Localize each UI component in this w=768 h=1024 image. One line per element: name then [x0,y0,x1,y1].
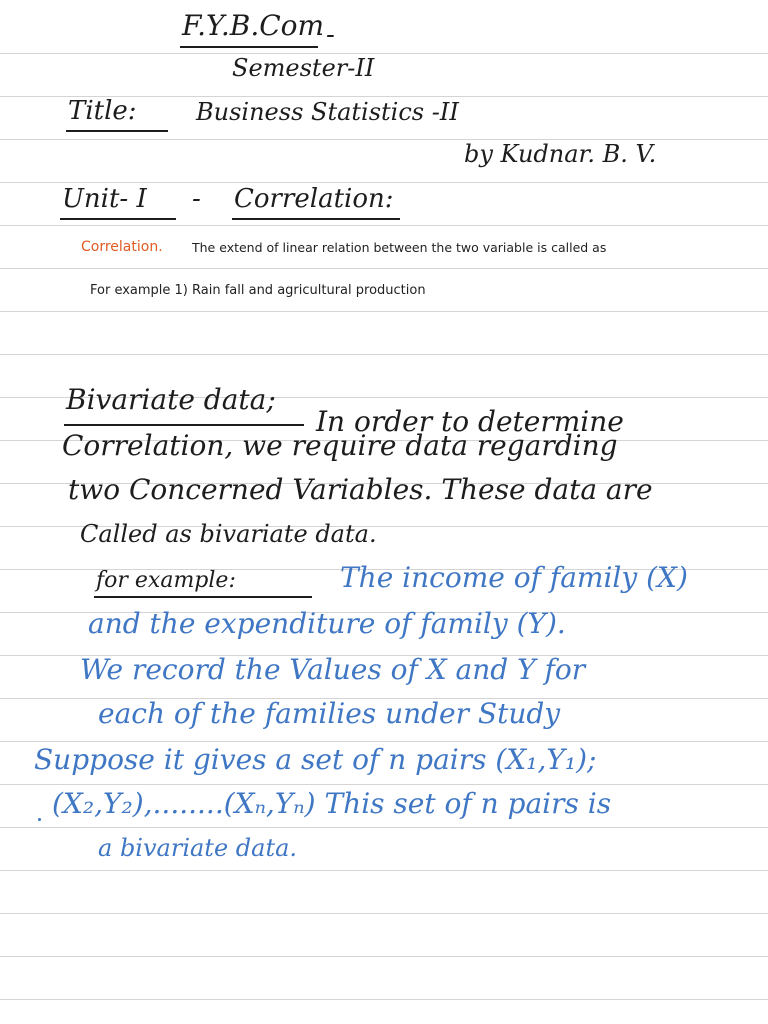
unit-dash: - [192,184,201,214]
bivariate-line-3: two Concerned Variables. These data are [68,473,653,506]
unit-topic-underline [232,218,400,220]
for-example-line-3: We record the Values of X and Y for [80,653,586,686]
for-example-line-1: The income of family (X) [340,561,688,594]
bivariate-line-2: Correlation, we require data regarding [62,429,618,462]
unit-underline [60,218,176,220]
title-label: Title: [68,96,137,126]
semester-label: Semester-II [232,54,375,82]
for-example-label: for example: [96,568,236,593]
unit-label: Unit- I [62,184,147,214]
for-example-line-2: and the expenditure of family (Y). [88,607,566,640]
for-example-line-7: a bivariate data. [98,834,298,862]
for-example-underline [94,596,312,598]
example-text: For example 1) Rain fall and agricultural production [90,283,426,298]
correlation-definition: The extend of linear relation between the two variable is called as [192,240,607,255]
correlation-term: Correlation. [81,239,163,255]
unit-topic: Correlation: [234,184,394,214]
author-credit: by Kudnar. B. V. [464,140,657,168]
bivariate-line-4: Called as bivariate data. [80,520,377,548]
title-label-underline [66,130,168,132]
for-example-line-6: (X₂,Y₂),........(Xₙ,Yₙ) This set of n pairs is [52,787,612,820]
title-value: Business Statistics -II [196,98,459,126]
stray-ink-dot [38,818,41,821]
bivariate-heading: Bivariate data; [66,383,276,416]
bivariate-heading-underline [64,424,304,426]
course-dash: - [326,20,335,50]
course-title: F.Y.B.Com [182,9,325,42]
bivariate-line-1: In order to determine [316,405,624,438]
course-underline [180,46,318,48]
for-example-line-4: each of the families under Study [98,697,561,730]
for-example-line-5: Suppose it gives a set of n pairs (X₁,Y₁); [34,743,597,776]
